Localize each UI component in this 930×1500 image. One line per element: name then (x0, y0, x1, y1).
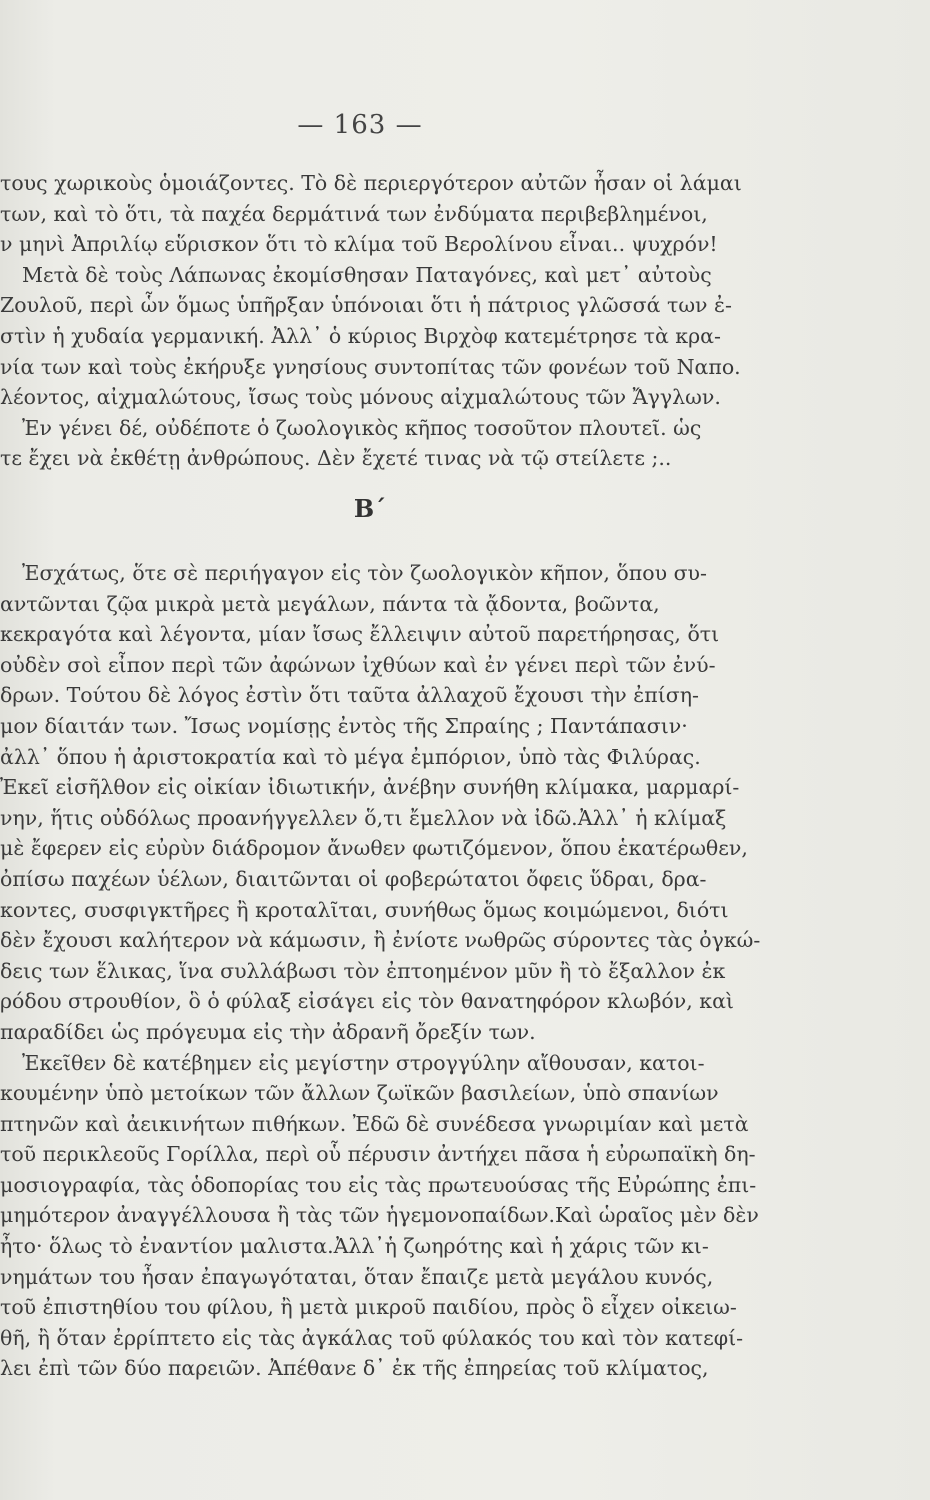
text-line: νημάτων του ἦσαν ἐπαγωγόταται, ὅταν ἔπαιζε μετὰ μεγάλου κυνός, (0, 1264, 714, 1289)
text-line: νία των καὶ τοὺς ἐκήρυξε γνησίους συντοπίτας τῶν φονέων τοῦ Ναπο. (0, 354, 741, 379)
text-line: μὲ ἔφερεν εἰς εὐρὺν διάδρομον ἄνωθεν φωτιζόμενον, ὅπου ἑκατέρωθεν, (0, 836, 748, 861)
page-number: — 163 — (297, 110, 423, 140)
text-line: Μετὰ δὲ τοὺς Λάπωνας ἐκομίσθησαν Παταγόνες, καὶ μετ᾽ αὐτοὺς (22, 262, 712, 287)
text-line: πτηνῶν καὶ ἀεικινήτων πιθήκων. Ἐδῶ δὲ συνέδεσα γνωριμίαν καὶ μετὰ (0, 1111, 749, 1136)
text-line: ὀπίσω παχέων ὑέλων, διαιτῶνται οἱ φοβερώτατοι ὄφεις ὕδραι, δρα- (0, 866, 707, 891)
text-line: τε ἔχει νὰ ἐκθέτῃ ἀνθρώπους. Δὲν ἔχετέ τινας νὰ τῷ στείλετε ;.. (0, 446, 672, 471)
text-line: δεις των ἕλικας, ἵνα συλλάβωσι τὸν ἐπτοημένον μῦν ἢ τὸ ἔξαλλον ἐκ (0, 958, 726, 983)
text-line: κεκραγότα καὶ λέγοντα, μίαν ἴσως ἔλλειψιν αὐτοῦ παρετήρησας, ὅτι (0, 622, 720, 647)
text-line: Ἐσχάτως, ὅτε σὲ περιήγαγον εἰς τὸν ζωολογικὸν κῆπον, ὅπου συ- (22, 561, 707, 585)
paragraph-block-1 (0, 168, 760, 474)
text-line: στὶν ἡ χυδαία γερμανική. Ἀλλ᾽ ὁ κύριος Βιρχὸφ κατεμέτρησε τὰ κρα- (0, 323, 721, 348)
section-heading: Β΄ (353, 494, 387, 523)
text-line: λει ἐπὶ τῶν δύο παρειῶν. Ἀπέθανε δ᾽ ἐκ τῆς ἐπηρείας τοῦ κλίματος, (0, 1356, 709, 1381)
text-line: μοσιογραφία, τὰς ὁδοπορίας του εἰς τὰς πρωτευούσας τῆς Εὐρώπης ἐπι- (0, 1172, 757, 1197)
text-line: Ἐκεῖ εἰσῆλθον εἰς οἰκίαν ἰδιωτικήν, ἀνέβην συνήθη κλίμακα, μαρμαρί- (0, 775, 740, 800)
text-line: τοῦ ἐπιστηθίου του φίλου, ἢ μετὰ μικροῦ παιδίου, πρὸς ὃ εἶχεν οἰκειω- (0, 1295, 737, 1320)
text-line: δὲν ἔχουσι καλήτερον νὰ κάμωσιν, ἢ ἐνίοτε νωθρῶς σύροντες τὰς ὀγκώ- (0, 928, 760, 953)
text-line: Ἐκεῖθεν δὲ κατέβημεν εἰς μεγίστην στρογγύλην αἴθουσαν, κατοι- (22, 1050, 705, 1075)
text-line: τους χωρικοὺς ὁμοιάζοντες. Τὸ δὲ περιεργότερον αὐτῶν ἦσαν οἱ λάμαι (0, 171, 742, 195)
text-line: κοντες, συσφιγκτῆρες ἢ κροταλῖται, συνήθως ὅμως κοιμώμενοι, διότι (0, 897, 729, 922)
text-line: νην, ἥτις οὐδόλως προανήγγελλεν ὅ,τι ἔμελλον νὰ ἰδῶ.Ἀλλ᾽ ἡ κλίμαξ (0, 805, 727, 830)
text-line: κουμένην ὑπὸ μετοίκων τῶν ἄλλων ζωϊκῶν βασιλείων, ὑπὸ σπανίων (0, 1081, 719, 1106)
text-line: Ἐν γένει δέ, οὐδέποτε ὁ ζωολογικὸς κῆπος τοσοῦτον πλουτεῖ. ὡς (22, 415, 702, 440)
text-line: ν μηνὶ Ἀπριλίῳ εὕρισκον ὅτι τὸ κλίμα τοῦ Βερολίνου εἶναι.. ψυχρόν! (0, 232, 718, 257)
text-line: αντῶνται ζῷα μικρὰ μετὰ μεγάλων, πάντα τὰ ᾄδοντα, βοῶντα, (0, 591, 660, 616)
text-line: οὐδὲν σοὶ εἶπον περὶ τῶν ἀφώνων ἰχθύων καὶ ἐν γένει περὶ τῶν ἐνύ- (0, 652, 716, 677)
text-line: παραδίδει ὡς πρόγευμα εἰς τὴν ἀδρανῆ ὄρεξίν των. (0, 1019, 536, 1044)
text-line: ρόδου στρουθίον, ὃ ὁ φύλαξ εἰσάγει εἰς τὸν θανατηφόρον κλωβόν, καὶ (0, 989, 734, 1014)
text-line: μημότερον ἀναγγέλλουσα ἢ τὰς τῶν ἡγεμονοπαίδων.Καὶ ὡραῖος μὲν δὲν (0, 1203, 759, 1228)
text-line: μον δίαιτάν των. Ἴσως νομίσῃς ἐντὸς τῆς Σπραίης ; Παντάπασιν· (0, 713, 688, 738)
text-line: τοῦ περικλεοῦς Γορίλλα, περὶ οὗ πέρυσιν ἀντήχει πᾶσα ἡ εὐρωπαϊκὴ δη- (0, 1142, 756, 1167)
text-line: ἦτο· ὅλως τὸ ἐναντίον μαλιστα.Ἀλλ᾽ἡ ζωηρότης καὶ ἡ χάρις τῶν κι- (0, 1234, 709, 1259)
text-line: ἀλλ᾽ ὅπου ἡ ἀριστοκρατία καὶ τὸ μέγα ἐμπόριον, ὑπὸ τὰς Φιλύρας. (0, 744, 701, 769)
paragraph-block-2 (0, 558, 760, 1384)
text-line: λέοντος, αἰχμαλώτους, ἴσως τοὺς μόνους αἰχμαλώτους τῶν Ἄγγλων. (0, 385, 721, 410)
text-line: θῆ, ἢ ὅταν ἐρρίπτετο εἰς τὰς ἀγκάλας τοῦ φύλακός του καὶ τὸν κατεφί- (0, 1325, 744, 1350)
text-line: των, καὶ τὸ ὅτι, τὰ παχέα δερμάτινά των ἐνδύματα περιβεβλημένοι, (0, 201, 708, 226)
text-line: Ζουλοῦ, περὶ ὧν ὅμως ὑπῆρξαν ὑπόνοιαι ὅτι ἡ πάτριος γλῶσσά των ἐ- (0, 293, 732, 318)
text-line: δρων. Τούτου δὲ λόγος ἐστὶν ὅτι ταῦτα ἀλλαχοῦ ἔχουσι τὴν ἐπίση- (0, 683, 699, 708)
